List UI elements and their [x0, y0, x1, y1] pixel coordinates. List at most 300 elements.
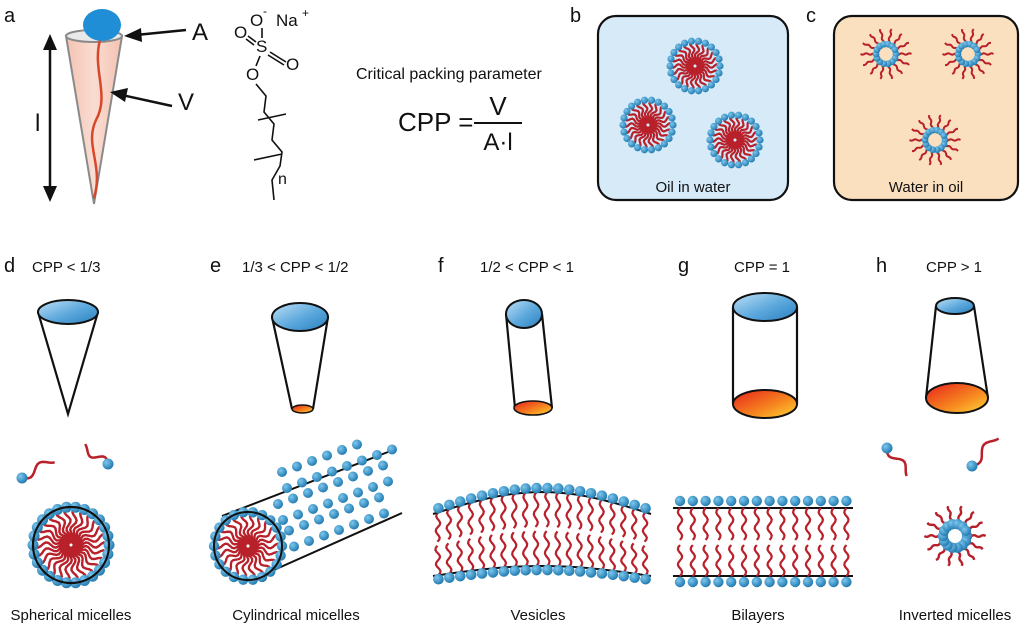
surface-head — [349, 520, 359, 530]
inner-head — [509, 565, 520, 576]
bottom-tail — [844, 545, 848, 576]
head-group — [628, 103, 635, 110]
head-group — [708, 81, 715, 88]
top-head — [816, 496, 826, 506]
outer-head — [433, 503, 444, 514]
outer-head — [564, 484, 575, 495]
top-tail — [780, 508, 784, 540]
inner-head — [499, 566, 510, 577]
sds-molecule — [234, 4, 309, 200]
bottom-head — [726, 577, 736, 587]
volume-arrow — [122, 95, 172, 106]
label-l: l — [35, 110, 41, 137]
surface-head — [337, 445, 347, 455]
caption-bilayers: Bilayers — [731, 607, 785, 624]
head-group — [648, 146, 655, 153]
inner-head — [531, 565, 542, 576]
outer-head — [597, 490, 608, 501]
head-group — [634, 144, 641, 151]
surface-head — [379, 509, 389, 519]
inner-head — [640, 574, 651, 585]
surface-head — [292, 462, 302, 472]
bottom-tail — [780, 545, 784, 576]
top-tail — [691, 508, 695, 540]
head-group — [667, 55, 674, 62]
inner-tail — [566, 532, 571, 567]
head-group — [702, 40, 709, 47]
top-head — [828, 496, 838, 506]
surface-head — [299, 520, 309, 530]
bottom-tail — [742, 545, 746, 576]
length-arrow-head-bottom — [43, 186, 57, 202]
outer-head — [608, 493, 619, 504]
inner-tail — [555, 531, 560, 566]
spherical-micelle — [17, 444, 115, 588]
outer-head — [488, 488, 499, 499]
head-group — [666, 62, 673, 69]
head-group — [712, 49, 719, 56]
inner-tail — [501, 533, 506, 567]
outer-head — [499, 486, 510, 497]
head-group — [619, 121, 626, 128]
bottom-head — [713, 577, 723, 587]
bottom-tail — [832, 545, 836, 576]
surface-head — [333, 477, 343, 487]
inner-head — [433, 574, 444, 585]
minus-charge: - — [263, 4, 267, 18]
inner-head — [564, 565, 575, 576]
head-group — [742, 159, 749, 166]
caption-cylindrical: Cylindrical micelles — [232, 607, 360, 624]
bottom-head — [790, 577, 800, 587]
outer-tail — [501, 495, 506, 529]
head-group — [941, 132, 948, 139]
outer-tail — [545, 492, 550, 527]
surface-head — [327, 467, 337, 477]
surface-head — [352, 440, 362, 450]
head-group — [681, 40, 688, 47]
bilayer-membrane — [673, 496, 853, 587]
surface-head — [273, 499, 283, 509]
head-group — [667, 69, 674, 76]
surface-head — [378, 461, 388, 471]
plus-charge: + — [302, 6, 310, 20]
outer-head — [629, 500, 640, 511]
top-tail — [755, 508, 759, 540]
inner-head — [618, 571, 629, 582]
surface-head — [348, 472, 358, 482]
bottom-head — [700, 577, 710, 587]
top-tail — [704, 508, 708, 540]
head-group — [668, 128, 675, 135]
head-group — [715, 55, 722, 62]
head-group — [669, 121, 676, 128]
condition-h: CPP > 1 — [926, 259, 983, 276]
caption-vesicles: Vesicles — [510, 607, 566, 624]
outer-tail — [588, 497, 593, 531]
surface-head — [374, 493, 384, 503]
inner-head — [542, 565, 553, 576]
inner-tail — [544, 531, 549, 566]
outer-tail — [621, 506, 626, 537]
bottom-head — [777, 577, 787, 587]
surface-head — [314, 515, 324, 525]
surface-head — [282, 483, 292, 493]
top-head — [726, 496, 736, 506]
panel-d-letter: d — [4, 255, 16, 277]
head-group — [752, 123, 759, 130]
outer-tail — [599, 500, 604, 533]
surface-head — [304, 536, 314, 546]
inner-head — [553, 565, 564, 576]
top-head — [803, 496, 813, 506]
outer-head — [640, 503, 651, 514]
head-group — [755, 143, 762, 150]
length-arrow-head-top — [43, 34, 57, 50]
head-group — [755, 129, 762, 136]
atom-o-minus: O — [250, 11, 264, 30]
outer-tail — [567, 494, 572, 529]
head-group — [648, 97, 655, 104]
inner-tail — [621, 541, 626, 572]
outer-surface — [433, 492, 651, 514]
free-surfactant-head — [882, 443, 893, 454]
panel-a — [4, 4, 543, 204]
head-group — [706, 136, 713, 143]
head-group — [721, 159, 728, 166]
top-tail — [742, 508, 746, 540]
top-head — [700, 496, 710, 506]
free-surfactant-head — [103, 459, 114, 470]
head-group — [961, 526, 971, 536]
head-group — [670, 76, 677, 83]
inner-head — [629, 572, 640, 583]
outer-tail — [447, 509, 452, 539]
inner-head — [597, 568, 608, 579]
bottom-head — [764, 577, 774, 587]
panel-b-letter: b — [570, 5, 582, 27]
surface-head — [308, 504, 318, 514]
shape-truncated-cone — [272, 303, 328, 413]
head-group — [716, 62, 723, 69]
free-surfactant-head — [967, 461, 978, 472]
caption-oil-in-water: Oil in water — [655, 179, 731, 196]
outer-head — [444, 500, 455, 511]
label-A: A — [192, 19, 209, 46]
inner-head — [520, 565, 531, 576]
surface-head — [312, 472, 322, 482]
head-group — [735, 161, 742, 168]
inner-tail — [599, 537, 604, 570]
outer-tail — [643, 512, 648, 541]
outer-tail — [632, 509, 637, 539]
outer-tail — [468, 503, 473, 535]
head-group — [715, 118, 722, 125]
outer-head — [477, 490, 488, 501]
inner-tail — [632, 543, 637, 573]
surface-head — [277, 467, 287, 477]
surface-head — [284, 526, 294, 536]
surface-head — [323, 499, 333, 509]
bottom-head — [816, 577, 826, 587]
surface-head — [364, 514, 374, 524]
condition-f: 1/2 < CPP < 1 — [480, 259, 574, 276]
outer-head — [586, 488, 597, 499]
area-arrow — [136, 30, 186, 35]
outer-tail — [436, 512, 441, 541]
outer-head — [618, 496, 629, 507]
inner-tail — [446, 543, 451, 573]
head-group — [728, 161, 735, 168]
top-head — [739, 496, 749, 506]
condition-g: CPP = 1 — [734, 259, 791, 276]
head-group — [655, 99, 662, 106]
atom-o-right: O — [286, 55, 300, 74]
inner-tail — [479, 537, 484, 570]
head-group-ball — [83, 9, 121, 41]
inner-tail — [523, 531, 528, 566]
inner-head — [455, 571, 466, 582]
surface-head — [293, 510, 303, 520]
head-group — [710, 150, 717, 157]
atom-o-left: O — [234, 23, 248, 42]
bottom-tail — [716, 545, 720, 576]
outer-tail — [479, 500, 484, 533]
atom-o-bottom: O — [246, 65, 260, 84]
top-head — [688, 496, 698, 506]
panel-c-letter: c — [806, 5, 816, 27]
bottom-tail — [793, 545, 797, 576]
inner-tail — [577, 533, 582, 567]
head-group — [721, 114, 728, 121]
panel-c — [806, 5, 1018, 200]
head-group — [742, 114, 749, 121]
inner-tail — [643, 546, 648, 576]
head-group — [634, 99, 641, 106]
surface-head — [383, 477, 393, 487]
free-surfactant-head — [17, 473, 28, 484]
repeat-n: n — [278, 171, 287, 188]
surface-head — [353, 488, 363, 498]
inner-tail — [512, 532, 517, 567]
outer-tail — [556, 493, 561, 528]
head-group — [748, 155, 755, 162]
bottom-tail — [768, 545, 772, 576]
surface-head — [289, 542, 299, 552]
area-arrow-head — [124, 28, 142, 42]
top-head — [777, 496, 787, 506]
bottom-tail — [691, 545, 695, 576]
cone-body — [66, 36, 122, 204]
outer-tail — [523, 493, 528, 528]
surface-head — [288, 494, 298, 504]
bottom-head — [828, 577, 838, 587]
head-group — [661, 140, 668, 147]
caption-inverted: Inverted micelles — [898, 607, 1012, 624]
surface-head — [359, 498, 369, 508]
head-group — [681, 85, 688, 92]
top-head — [713, 496, 723, 506]
head-group — [623, 135, 630, 142]
top-head — [841, 496, 851, 506]
inner-tail — [457, 541, 462, 572]
bottom-tail — [729, 545, 733, 576]
bottom-head — [752, 577, 762, 587]
surface-head — [322, 451, 332, 461]
bottom-head — [675, 577, 685, 587]
top-head — [752, 496, 762, 506]
head-group — [735, 112, 742, 119]
surface-head — [334, 525, 344, 535]
surface-head — [338, 493, 348, 503]
shape-cone — [38, 300, 98, 414]
condition-e: 1/3 < CPP < 1/2 — [242, 259, 349, 276]
surface-head — [319, 531, 329, 541]
head-group — [715, 69, 722, 76]
bottom-tail — [704, 545, 708, 576]
head-group — [728, 112, 735, 119]
top-head — [790, 496, 800, 506]
vesicle-membrane — [433, 483, 651, 585]
outer-head — [575, 486, 586, 497]
head-group — [688, 38, 695, 45]
panel-h-letter: h — [876, 255, 888, 277]
surface-head — [303, 488, 313, 498]
surface-head — [307, 456, 317, 466]
inner-tail — [610, 539, 615, 571]
outer-head — [553, 483, 564, 494]
bottom-head — [739, 577, 749, 587]
shape-inverted-cone — [926, 298, 988, 413]
head-group — [974, 46, 981, 53]
bottom-head — [688, 577, 698, 587]
top-tail — [768, 508, 772, 540]
head-group — [641, 146, 648, 153]
surface-head — [344, 504, 354, 514]
head-group — [695, 38, 702, 45]
top-tail — [844, 508, 848, 540]
caption-water-in-oil: Water in oil — [888, 179, 964, 196]
inner-head — [488, 567, 499, 578]
head-group — [620, 128, 627, 135]
head-group — [665, 108, 672, 115]
inner-tail — [588, 535, 593, 569]
outer-tail — [490, 497, 495, 531]
atom-s: S — [256, 37, 268, 56]
outer-tail — [512, 494, 517, 529]
head-group — [695, 87, 702, 94]
inner-tail — [468, 539, 473, 571]
outer-head — [509, 484, 520, 495]
panel-f-letter: f — [438, 255, 444, 277]
surface-head — [297, 478, 307, 488]
cpp-title: Critical packing parameter — [356, 66, 542, 83]
head-group — [707, 129, 714, 136]
head-group — [641, 97, 648, 104]
panel-b — [570, 5, 788, 200]
bottom-tail — [819, 545, 823, 576]
atom-na: Na — [276, 11, 298, 30]
outer-head — [531, 483, 542, 494]
head-group — [655, 144, 662, 151]
inner-head — [575, 566, 586, 577]
shape-frustum — [506, 300, 552, 415]
top-tail — [678, 508, 682, 540]
top-tail — [806, 508, 810, 540]
top-tail — [819, 508, 823, 540]
outer-head — [455, 496, 466, 507]
inner-surface — [433, 566, 651, 576]
inner-head — [466, 569, 477, 580]
outer-tail — [577, 495, 582, 529]
inner-tail — [435, 546, 440, 576]
outer-tail — [610, 503, 615, 535]
head-group — [707, 143, 714, 150]
bottom-head — [803, 577, 813, 587]
surface-head — [329, 509, 339, 519]
cpp-lhs: CPP = — [398, 107, 474, 137]
top-tail — [793, 508, 797, 540]
caption-spherical: Spherical micelles — [10, 607, 132, 624]
head-group — [620, 114, 627, 121]
free-surfactant-tail — [972, 439, 999, 466]
shape-cylinder — [733, 293, 797, 418]
condition-d: CPP < 1/3 — [32, 259, 101, 276]
cylindrical-micelle — [209, 440, 402, 585]
outer-tail — [458, 506, 463, 537]
head-group — [668, 114, 675, 121]
head-group — [756, 136, 763, 143]
cpp-denominator: A·l — [483, 129, 513, 156]
top-tail — [716, 508, 720, 540]
top-head — [764, 496, 774, 506]
outer-head — [466, 493, 477, 504]
outer-tail — [534, 492, 539, 527]
outer-head — [542, 483, 553, 494]
inner-head — [444, 572, 455, 583]
panel-a-letter: a — [4, 5, 16, 27]
bottom-head — [841, 577, 851, 587]
panel-e-letter: e — [210, 255, 222, 277]
head-group — [675, 44, 682, 51]
surface-head — [357, 456, 367, 466]
bottom-tail — [755, 545, 759, 576]
surface-head — [372, 450, 382, 460]
head-group — [688, 87, 695, 94]
label-V: V — [178, 89, 195, 116]
outer-head — [520, 483, 531, 494]
inner-head — [477, 568, 488, 579]
surface-head — [368, 482, 378, 492]
top-head — [675, 496, 685, 506]
inner-tail — [534, 531, 539, 566]
head-group — [892, 46, 899, 53]
top-tail — [729, 508, 733, 540]
inverted-micelle — [882, 439, 999, 566]
inner-head — [608, 569, 619, 580]
bottom-tail — [806, 545, 810, 576]
panel-g-letter: g — [678, 255, 690, 277]
cpp-numerator: V — [489, 91, 507, 121]
head-group — [702, 85, 709, 92]
inner-tail — [490, 535, 495, 569]
surface-head — [318, 483, 328, 493]
surface-head — [342, 461, 352, 471]
inner-head — [586, 567, 597, 578]
top-tail — [832, 508, 836, 540]
surface-head — [363, 466, 373, 476]
surface-head — [387, 445, 397, 455]
